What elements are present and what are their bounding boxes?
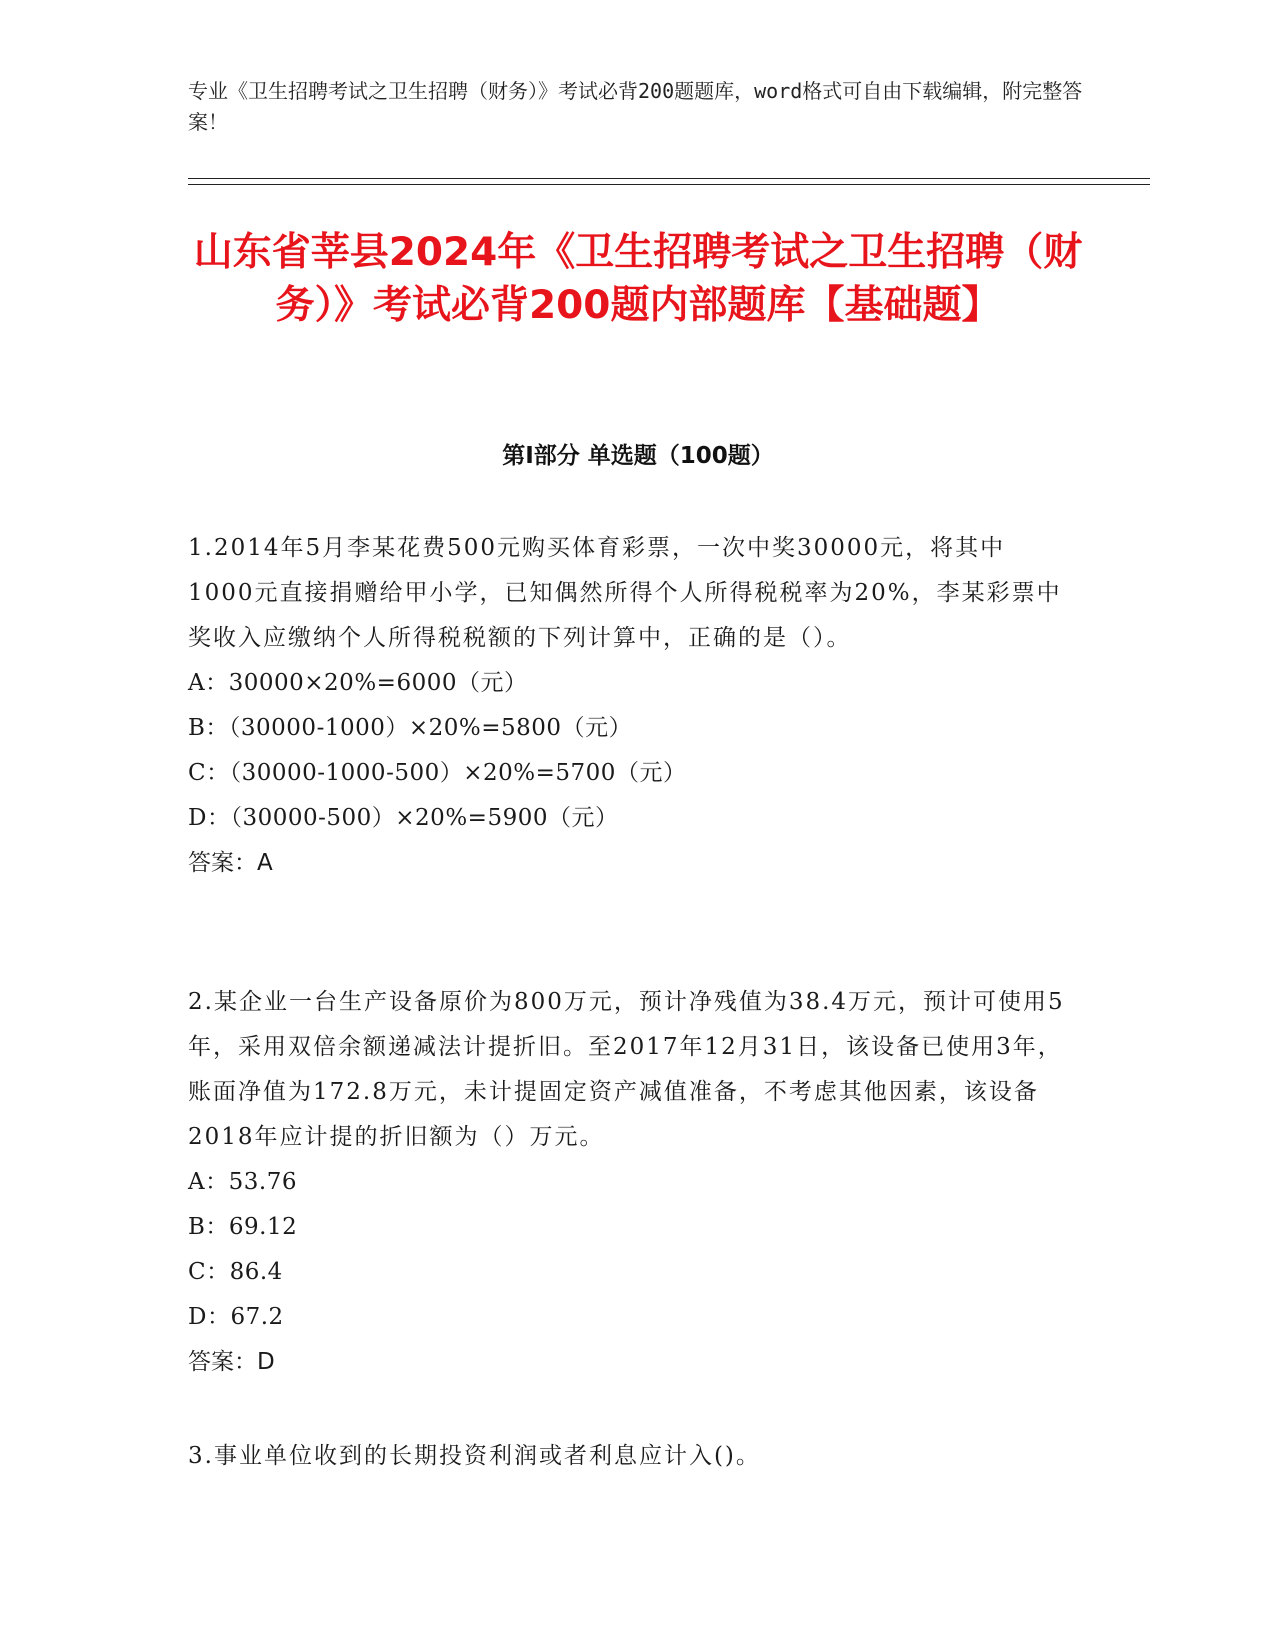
answer-line	[188, 1340, 1068, 1385]
question-2	[188, 980, 1068, 1385]
option-b: B：（30000-1000）×20%=5800（元）	[188, 715, 633, 741]
document-title: 山东省莘县2024年《卫生招聘考试之卫生招聘（财务）》考试必背200题内部题库【基础题】	[193, 230, 1083, 328]
question-3	[188, 1434, 1068, 1479]
option-d: D：（30000-500）×20%=5900（元）	[188, 805, 619, 831]
header-note: 专业《卫生招聘考试之卫生招聘（财务）》考试必背200题题库，word格式可自由下载编辑，附完整答案！	[188, 79, 1083, 134]
option-a: A：30000×20%=6000（元）	[188, 670, 528, 696]
option-a: A：53.76	[188, 1169, 297, 1195]
answer-label: 答案：	[188, 850, 257, 876]
option-b: B：69.12	[188, 1214, 298, 1240]
question-stem: 3.事业单位收到的长期投资利润或者利息应计入()。	[188, 1443, 761, 1469]
question-stem: 2.某企业一台生产设备原价为800万元，预计净残值为38.4万元，预计可使用5年，采用双倍余额递减法计提折旧。至2017年12月31日，该设备已使用3年，账面净值为172.8万元，未计提固定资产减值准备，不考虑其他因素，该设备2018年应计提的折旧额为（）万元。	[188, 989, 1065, 1150]
question-stem: 1.2014年5月李某花费500元购买体育彩票，一次中奖30000元，将其中1000元直接捐赠给甲小学，已知偶然所得个人所得税税率为20%，李某彩票中奖收入应缴纳个人所得税税额的下列计算中，正确的是（）。	[188, 535, 1062, 651]
option-d: D：67.2	[188, 1304, 284, 1330]
answer-line	[188, 841, 1068, 886]
header-divider-bottom	[188, 184, 1150, 185]
option-c: C：86.4	[188, 1259, 283, 1285]
answer-value: A	[257, 850, 273, 876]
question-1	[188, 526, 1068, 886]
header-divider-top	[188, 178, 1150, 179]
option-c: C：（30000-1000-500）×20%=5700（元）	[188, 760, 687, 786]
answer-label: 答案：	[188, 1349, 257, 1375]
section-title: 第I部分 单选题（100题）	[502, 443, 774, 469]
answer-value: D	[257, 1349, 275, 1375]
